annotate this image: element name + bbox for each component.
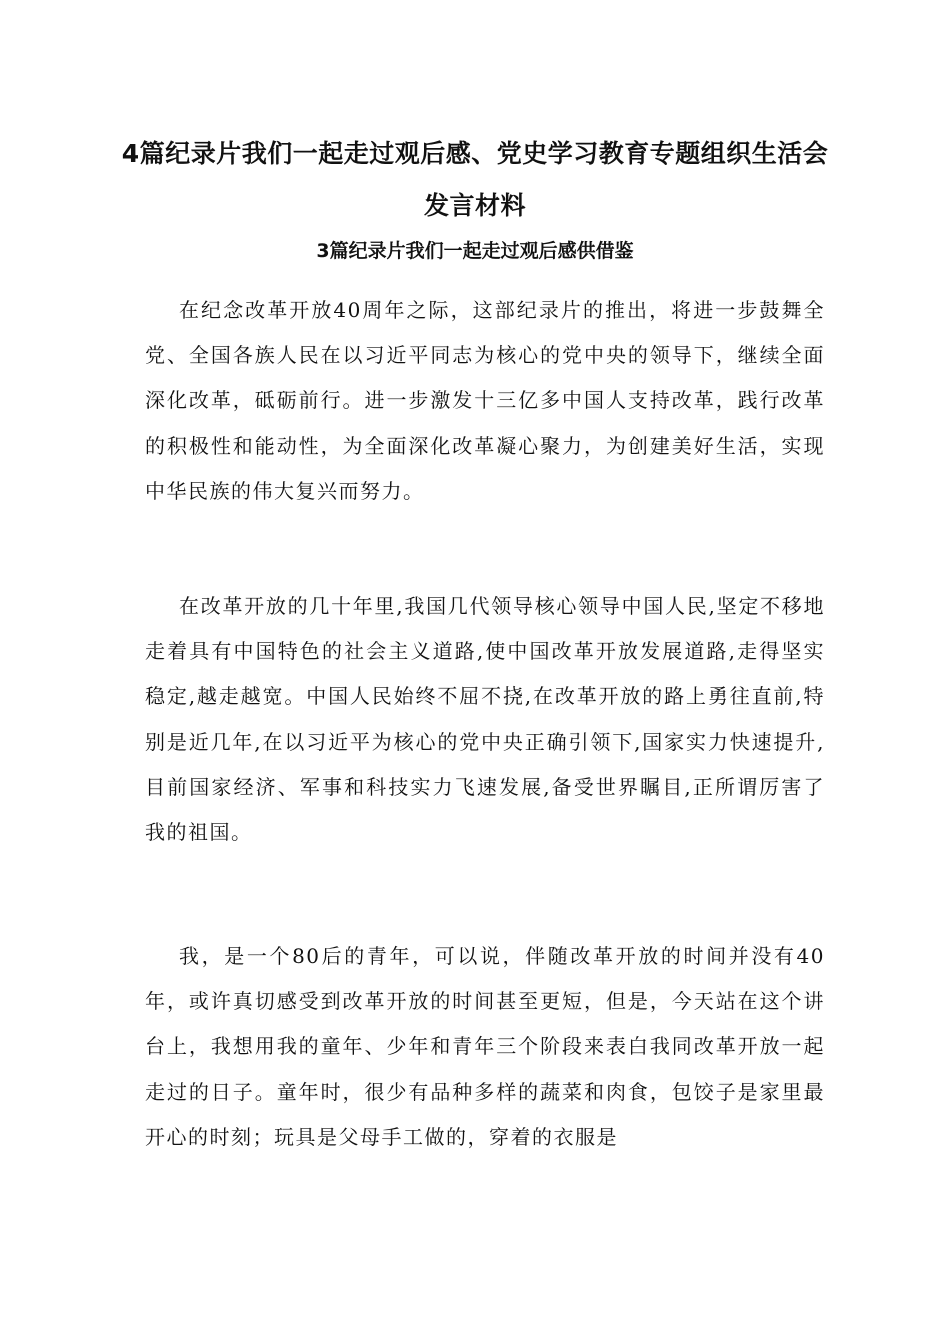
paragraph-3: 我，是一个80后的青年，可以说，伴随改革开放的时间并没有40年，或许真切感受到改革开放的时间甚至更短，但是，今天站在这个讲台上，我想用我的童年、少年和青年三个阶段来表白我同改革开放一起走过的日子。童年时，很少有品种多样的蔬菜和肉食，包饺子是家里最开心的时刻；玩具是父母手工做的，穿着的衣服是 — [145, 944, 825, 1149]
document-subtitle: 3篇纪录片我们一起走过观后感供借鉴 — [316, 240, 634, 262]
paragraph-1: 在纪念改革开放40周年之际，这部纪录片的推出，将进一步鼓舞全党、全国各族人民在以习近平同志为核心的党中央的领导下，继续全面深化改革，砥砺前行。进一步激发十三亿多中国人支持改革，践行改革的积极性和能动性，为全面深化改革凝心聚力，为创建美好生活，实现中华民族的伟大复兴而努力。 — [145, 298, 825, 503]
paragraph-2: 在改革开放的几十年里,我国几代领导核心领导中国人民,坚定不移地走着具有中国特色的社会主义道路,使中国改革开放发展道路,走得坚实稳定,越走越宽。中国人民始终不屈不挠,在改革开放的路上勇往直前,特别是近几年,在以习近平为核心的党中央正确引领下,国家实力快速提升,目前国家经济、军事和科技实力飞速发展,备受世界瞩目,正所谓厉害了我的祖国。 — [145, 594, 825, 845]
document-title: 4篇纪录片我们一起走过观后感、党史学习教育专题组织生活会发言材料 — [121, 139, 829, 220]
